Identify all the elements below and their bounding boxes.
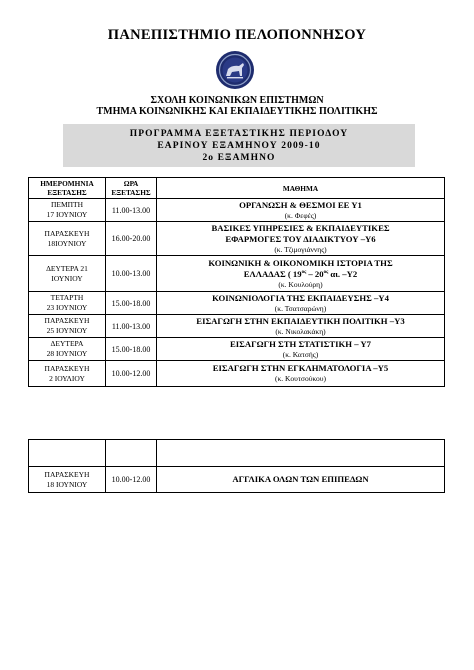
- extra-exam-table: [28, 439, 445, 493]
- table-row: [29, 256, 445, 292]
- course-title-part: – 20: [306, 268, 324, 279]
- department-name: ΤΜΗΜΑ ΚΟΙΝΩΝΙΚΗΣ ΚΑΙ ΕΚΠΑΙΔΕΥΤΙΚΗΣ ΠΟΛΙΤΙΚΗΣ: [96, 106, 378, 117]
- university-title: ΠΑΝΕΠΙΣΤΗΜΙΟ ΠΕΛΟΠΟΝΝΗΣΟΥ: [107, 27, 367, 43]
- exam-day: ΠΑΡΑΣΚΕΥΗ: [44, 316, 90, 325]
- exam-date: 18 ΙΟΥΝΙΟΥ: [46, 479, 88, 489]
- exam-time: 15.00-18.00: [106, 338, 157, 361]
- exam-time: 10.00-12.00: [106, 361, 157, 387]
- exam-date-cell: [29, 338, 106, 361]
- ordinal-superscript: ος: [323, 269, 329, 275]
- exam-day: ΠΑΡΑΣΚΕΥΗ: [44, 363, 90, 373]
- exam-schedule-table: [28, 177, 445, 387]
- course-title: ΚΟΙΝΩΝΙΟΛΟΓΙΑ ΤΗΣ ΕΚΠΑΙΔΕΥΣΗΣ –Υ4: [212, 292, 389, 303]
- blank-row: [29, 440, 445, 467]
- exam-day: ΠΕΜΠΤΗ: [50, 200, 84, 209]
- table-row: [29, 467, 445, 493]
- exam-day: ΠΑΡΑΣΚΕΥΗ: [44, 228, 90, 238]
- exam-date: 18ΙΟΥΝΙΟΥ: [47, 238, 87, 248]
- table-header-row: [29, 178, 445, 199]
- course-title: ΚΟΙΝΩΝΙΚΗ & ΟΙΚΟΝΟΜΙΚΗ ΙΣΤΟΡΙΑ ΤΗΣ: [208, 257, 393, 268]
- exam-date: 23 ΙΟΥΝΙΟΥ: [46, 303, 88, 312]
- exam-date: 25 ΙΟΥΝΙΟΥ: [46, 326, 88, 335]
- university-logo: [215, 50, 255, 90]
- header-date: [29, 178, 106, 199]
- banner-line-1: ΠΡΟΓΡΑΜΜΑ ΕΞΕΤΑΣΤΙΚΗΣ ΠΕΡΙΟΔΟΥ: [129, 129, 349, 139]
- header-course: ΜΑΘΗΜΑ: [157, 178, 445, 199]
- course-cell: [157, 315, 445, 338]
- exam-time: 10.00-12.00: [106, 467, 157, 493]
- table-row: [29, 338, 445, 361]
- course-professor: (κ. Κουτσούκου): [274, 374, 326, 383]
- exam-time: 11.00-13.00: [106, 315, 157, 338]
- course-professor: (κ. Τζιμογιάννης): [274, 244, 327, 254]
- exam-date-cell: [29, 256, 106, 292]
- course-cell: [157, 256, 445, 292]
- table-row: [29, 222, 445, 256]
- header-date-line-1: ΗΜΕΡΟΜΗΝΙΑ: [40, 179, 94, 188]
- course-cell: [157, 222, 445, 256]
- table-row: [29, 361, 445, 387]
- course-professor: (κ. Φεφές): [284, 210, 317, 220]
- course-cell: [157, 338, 445, 361]
- course-title: ΑΓΓΛΙΚΑ ΟΛΩΝ ΤΩΝ ΕΠΙΠΕΔΩΝ: [232, 474, 369, 484]
- exam-day: ΠΑΡΑΣΚΕΥΗ: [44, 469, 90, 479]
- course-title-line-2: ΕΦΑΡΜΟΓΕΣ ΤΟΥ ΔΙΑΔΙΚΤΥΟΥ –Υ6: [225, 233, 376, 244]
- exam-time: 16.00-20.00: [106, 222, 157, 256]
- blank-cell: [106, 440, 157, 467]
- exam-date-cell: [29, 222, 106, 256]
- course-cell: [157, 467, 445, 493]
- exam-date: 17 ΙΟΥΝΙΟΥ: [46, 210, 88, 219]
- exam-time: 15.00-18.00: [106, 292, 157, 315]
- course-title: ΕΙΣΑΓΩΓΗ ΣΤΗΝ ΕΚΠΑΙΔΕΥΤΙΚΗ ΠΟΛΙΤΙΚΗ –Υ3: [196, 315, 405, 326]
- course-cell: [157, 199, 445, 222]
- exam-date: 2 ΙΟΥΛΙΟΥ: [49, 373, 85, 383]
- course-professor: (κ. Νικολακάκη): [275, 326, 326, 336]
- header-time-line-2: ΕΞΕΤΑΣΗΣ: [111, 188, 151, 197]
- ordinal-superscript: ος: [301, 269, 307, 275]
- blank-cell: [157, 440, 445, 467]
- table-row: [29, 292, 445, 315]
- exam-date: ΙΟΥΝΙΟΥ: [51, 273, 83, 283]
- course-professor: (κ. Κουλούρη): [278, 279, 323, 289]
- header-date-line-2: ΕΞΕΤΑΣΗΣ: [47, 188, 87, 197]
- exam-day: ΔΕΥΤΕΡΑ: [50, 339, 84, 348]
- course-title: ΒΑΣΙΚΕΣ ΥΠΗΡΕΣΙΕΣ & ΕΚΠΑΙΔΕΥΤΙΚΕΣ: [211, 222, 390, 233]
- course-professor: (κ. Κατσής): [282, 349, 319, 359]
- exam-date-cell: [29, 361, 106, 387]
- exam-time: 11.00-13.00: [106, 199, 157, 222]
- course-title: ΕΙΣΑΓΩΓΗ ΣΤΗ ΣΤΑΤΙΣΤΙΚΗ – Υ7: [229, 338, 372, 349]
- exam-day: ΤΕΤΑΡΤΗ: [50, 293, 84, 302]
- banner-line-3: 2ο ΕΞΑΜΗΝΟ: [202, 153, 276, 163]
- header-time-line-1: ΩΡΑ: [123, 179, 139, 188]
- course-professor: (κ. Τσατσαρώνη): [274, 303, 327, 313]
- course-title: ΟΡΓΑΝΩΣΗ & ΘΕΣΜΟΙ ΕΕ Υ1: [239, 199, 362, 210]
- exam-date-cell: [29, 467, 106, 493]
- exam-day: ΔΕΥΤΕΡΑ 21: [46, 263, 88, 273]
- course-cell: [157, 361, 445, 387]
- exam-date: 28 ΙΟΥΝΙΟΥ: [46, 349, 88, 358]
- schedule-banner: [63, 124, 415, 167]
- school-name: ΣΧΟΛΗ ΚΟΙΝΩΝΙΚΩΝ ΕΠΙΣΤΗΜΩΝ: [150, 95, 324, 106]
- banner-line-2: ΕΑΡΙΝΟΥ ΕΞΑΜΗΝΟΥ 2009-10: [157, 141, 321, 151]
- course-cell: [157, 292, 445, 315]
- header-time: [106, 178, 157, 199]
- table-row: [29, 315, 445, 338]
- table-row: [29, 199, 445, 222]
- exam-date-cell: [29, 199, 106, 222]
- course-title: ΕΙΣΑΓΩΓΗ ΣΤΗΝ ΕΓΚΛΗΜΑΤΟΛΟΓΙΑ –Υ5: [212, 363, 389, 373]
- course-title-part: ΕΛΛΑΔΑΣ ( 19: [243, 268, 302, 279]
- course-title-line-2: [157, 269, 444, 280]
- exam-date-cell: [29, 315, 106, 338]
- exam-date-cell: [29, 292, 106, 315]
- exam-time: 10.00-13.00: [106, 256, 157, 292]
- blank-cell: [29, 440, 106, 467]
- course-title-part: αι. –Υ2: [328, 268, 358, 279]
